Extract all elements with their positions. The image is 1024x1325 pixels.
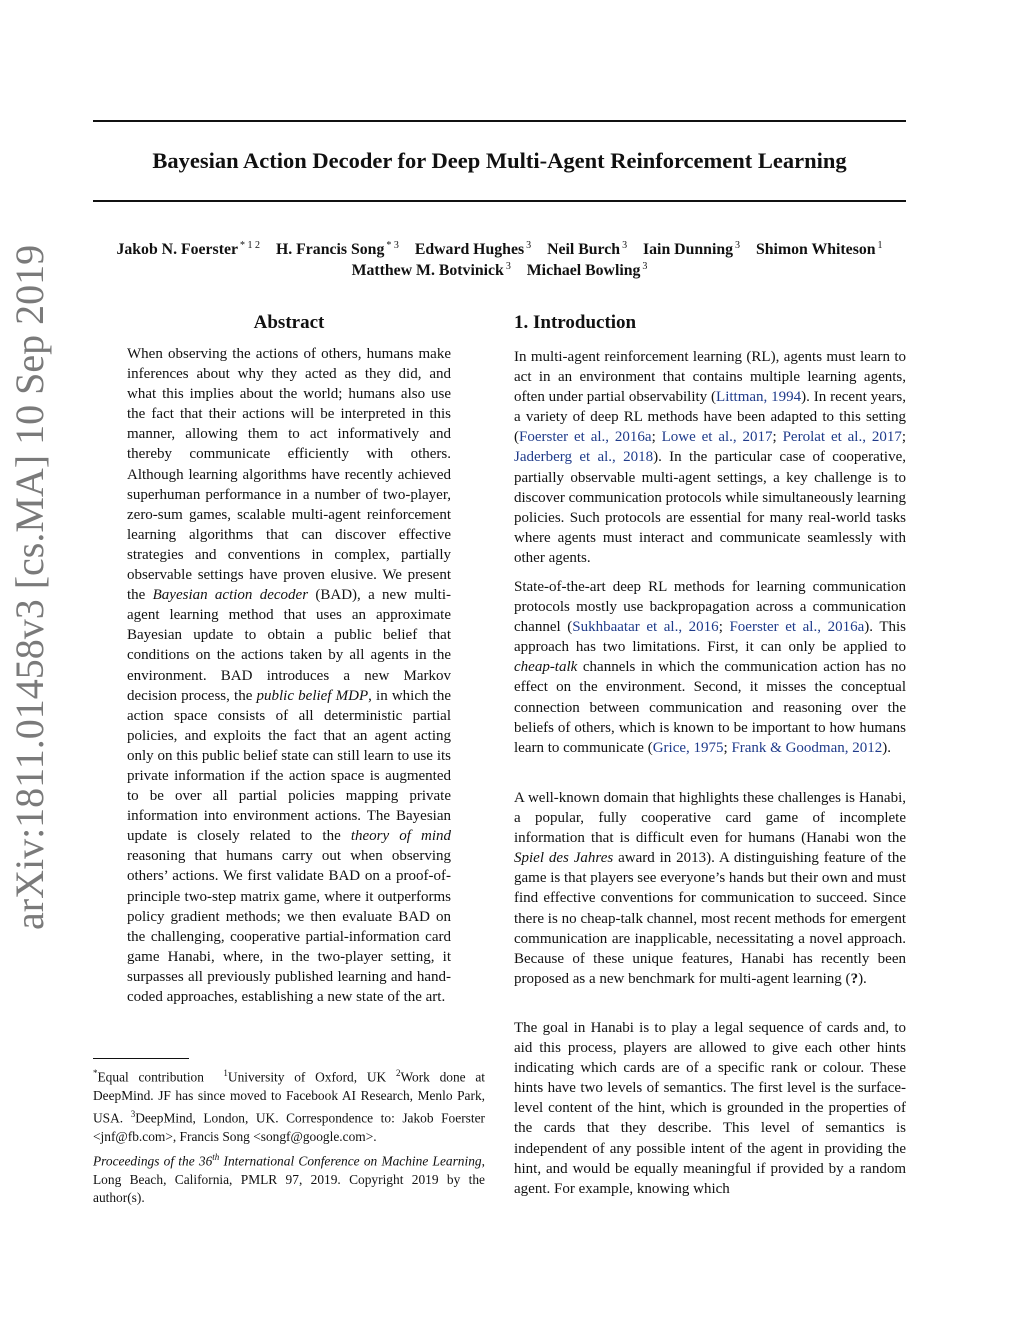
intro-paragraph-1: In multi-agent reinforcement learning (RL), agents must learn to act in an environment that contains multiple learning agents, often under partial observability (Littman, 1994). In recent years, a variety of deep RL methods have been adapted to this setting (Foerster et al., 2016a; Lowe et al., 2017; Perolat et al., 2017; Jaderberg et al., 2018). In the particular case of cooperative, partially observable multi-agent settings, a key challenge is to discover communication protocols while simultaneously learning policies. Such protocols are essential for many real-world tasks where agents must interact and communicate seamlessly with other agents. [514,349,907,566]
affiliation-footnote: *Equal contribution $^1$University of Oxford, UK $^2$Work done at DeepMind. JF has since moved to Facebook AI Research, Menlo Park, USA. $^3$DeepMind, London, UK. Correspondence to: Jakob Foerster <jnf@fb.com>, Francis Song <songf@google.com>. [93,1068,486,1145]
citation-missing: ? [850,970,859,987]
citation-link[interactable]: Sukhbaatar et al., 2016 [572,619,719,636]
citation-link[interactable]: Grice, 1975 [652,739,724,756]
paper-title: Bayesian Action Decoder for Deep Multi-Agent Reinforcement Learning [152,148,847,173]
author: Jakob N. Foerster $^{* 1 2}$ [116,240,260,259]
title-top-rule [93,120,906,122]
citation-link[interactable]: Perolat et al., 2017 [782,429,902,446]
section-heading-introduction: 1. Introduction [514,312,637,333]
abstract-body: When observing the actions of others, humans make inferences about why they acted as they did, and what this implies about the world; humans also use the fact that their actions will be interpreted in this manner, allowing them to act informatively and thereby communicate efficiently with others. Although learning algorithms have recently achieved superhuman performance in a number of two-player, zero-sum games, scalable multi-agent reinforcement learning algorithms that can discover effective strategies and conventions in complex, partially observable settings have proven elusive. We present the Bayesian action decoder (BAD), a new multi-agent learning method that uses an approximate Bayesian update to obtain a public belief that conditions on the actions taken by all agents in the environment. BAD introduces a new Markov decision process, the public belief MDP, in which the action space consists of all deterministic partial policies, and exploits the fact that an agent acting only on this public belief state can still learn to use its private information if the action space is augmented to be over all partial policies mapping private information into environment actions. The Bayesian update is closely related to the theory of mind reasoning that humans carry out when observing others’ actions. We first validate BAD on a proof-of-principle two-step matrix game, where it outperforms policy gradient methods; we then evaluate BAD on the challenging, cooperative partial-information card game Hanabi, where, in the two-player setting, it surpasses all previously published learning and hand-coded approaches, establishing a new state of the art. [127,346,451,1005]
intro-paragraph-4: The goal in Hanabi is to play a legal sequence of cards and, to aid this process, players are allowed to give each other hints indicating which cards are of a specific rank or colour. These hints have two levels of semantics. The first level is the surface-level content of the hint, which is grounded in the properties of the cards that they describe. This level of semantics is independent of any possible intent of the agent in providing the hint, and would be equally meaningful if provided by a random agent. For example, knowing which [514,1020,906,1197]
citation-link[interactable]: Foerster et al., 2016a [729,619,865,636]
author: Neil Burch $^3$ [547,240,628,259]
citation-link[interactable]: Jaderberg et al., 2018 [514,449,654,466]
footnote-rule [93,1058,189,1059]
citation-link[interactable]: Foerster et al., 2016a [519,429,652,446]
citation-link[interactable]: Lowe et al., 2017 [661,429,773,446]
author: Shimon Whiteson $^1$ [755,240,883,259]
proceedings-note: Proceedings of the 36th International Conference on Machine Learning, Long Beach, California, PMLR 97, 2019. Copyright 2019 by the author(s). [93,1152,485,1206]
citation-link[interactable]: Littman, 1994 [716,389,802,406]
author: Matthew M. Botvinick $^3$ [351,261,511,280]
title-bottom-rule [93,200,906,202]
author: H. Francis Song $^{* 3}$ [275,240,399,259]
author: Iain Dunning $^3$ [643,240,741,259]
author: Edward Hughes $^3$ [414,240,532,259]
abstract-heading: Abstract [253,312,325,333]
author: Michael Bowling $^3$ [526,261,648,280]
citation-link[interactable]: Frank & Goodman, 2012 [731,739,883,756]
intro-paragraph-2: State-of-the-art deep RL methods for learning communication protocols mostly use backpropagation across a communication channel (Sukhbaatar et al., 2016; Foerster et al., 2016a). This approach has two limitations. First, it can only be applied to cheap-talk channels in which the communication action has no effect on the environment. Second, it misses the conceptual connection between communication and reasoning over the beliefs of others, which is known to be important to how humans learn to communicate (Grice, 1975; Frank & Goodman, 2012). [514,579,906,756]
author-list-row-2 [93,257,906,281]
intro-paragraph-3: A well-known domain that highlights these challenges is Hanabi, a popular, fully cooperative card game of incomplete information that is difficult even for humans (Hanabi won the Spiel des Jahres award in 2013). A distinguishing feature of the game is that players see everyone’s hands but their own and must find effective conventions for communication to succeed. Since there is no cheap-talk channel, most recent methods for emergent communication are inapplicable, necessitating a novel approach. Because of these unique features, Hanabi has recently been proposed as a new benchmark for multi-agent learning (?). [514,790,907,987]
arxiv-identifier: arXiv:1811.01458v3 [cs.MA] 10 Sep 2019 [7,244,52,930]
